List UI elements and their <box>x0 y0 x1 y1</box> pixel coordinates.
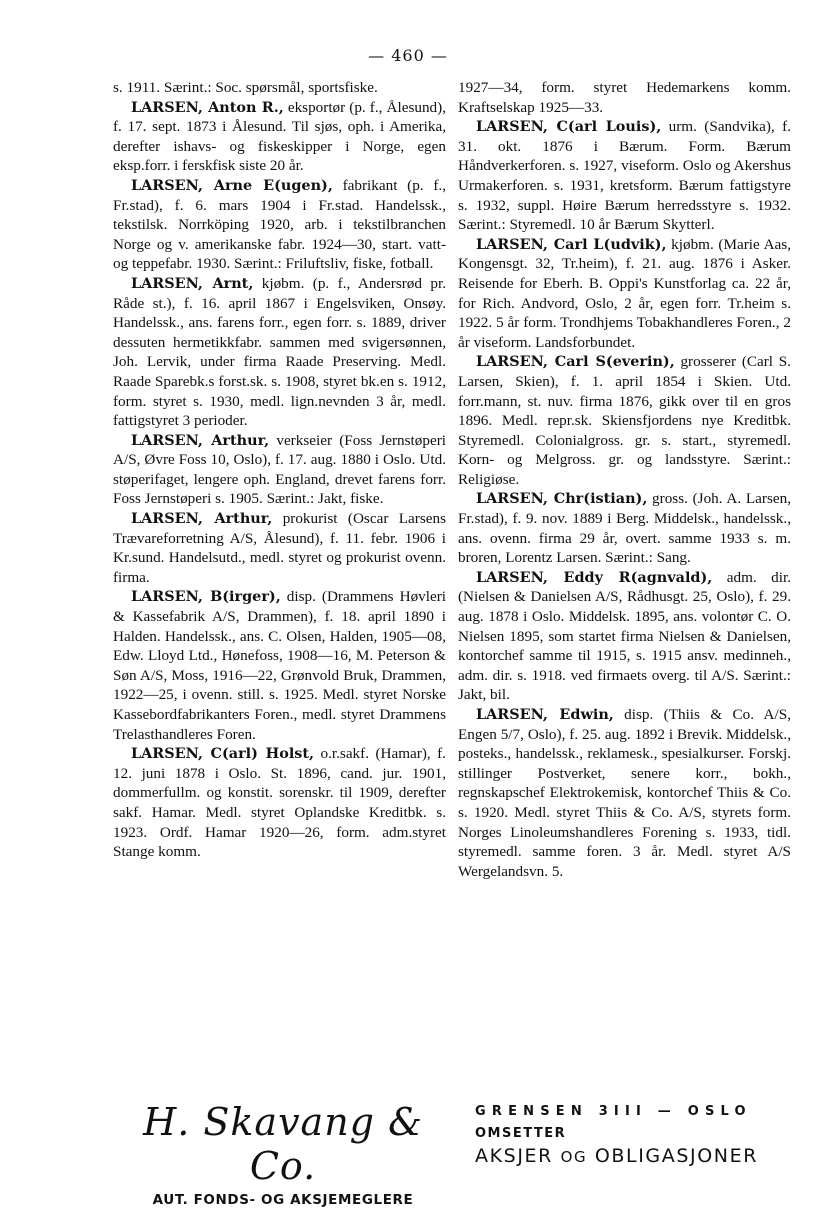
entry-name: LARSEN, Carl L(udvik), <box>476 235 667 253</box>
biography-entry <box>458 117 791 235</box>
entry-name: LARSEN, B(irger), <box>131 588 281 606</box>
entry-text: gross. (Joh. A. Larsen, Fr.stad), f. 9. nov. 1889 i Berg. Middelsk., handelssk., ans. ovenn. firma 29 år, overt. samme 1933 s. m. broren, Lorentz Larsen. Særint.: Sang. <box>458 490 792 567</box>
biography-entry <box>458 352 791 489</box>
ad-omsetter: OMSETTER <box>475 1126 567 1141</box>
biography-entry <box>113 274 446 431</box>
entry-text: s. 1911. Særint.: Soc. spørsmål, sportsfiske. <box>113 79 378 96</box>
entry-text: kjøbm. (Marie Aas, Kongensgt. 32, Tr.heim), f. 21. aug. 1876 i Asker. Reisende for Eberh. B. Oppi's Kunstforlag ca. 22 år, for Rich. Andvord, Oslo, 2 år, egen forr. Tr.heim s. 1922. 5 år form. Trondhjems Tobakhandleres Foren., 2 år viseform. Landsforbundet. <box>458 235 791 351</box>
left-column <box>113 78 446 881</box>
entry-text: grosserer (Carl S. Larsen, Skien), f. 1. april 1854 i Skien. Utd. forr.mann, st. nuv. firma 1876, gikk over til en gros 1896. Medl. repr.sk. Skiensfjordens nye Kreditbk. Styremedl. Colonialgross. gr. s. start., styremedl. Korn- og Melgross. gr. og landsstyre. Særint.: Religiøse. <box>458 353 791 488</box>
entry-text: kjøbm. (p. f., Andersrød pr. Råde st.), f. 16. april 1867 i Engelsviken, Onsøy. Handelssk., ans. farens forr., egen forr. s. 1889, driver dessuten hermetikkfabr. sammen med svigersønnen, Joh. Lervik, under firma Raade Preserving. Medl. Raade Sparebk.s forst.sk. s. 1908, styret bk.en s. 1912, form. styret s. 1930, medl. lign.nevnden 3 år, medl. fattigstyret 3 perioder. <box>113 274 446 430</box>
right-column <box>458 78 791 881</box>
biography-entry <box>113 176 446 274</box>
entry-text: verkseier (Foss Jernstøperi A/S, Øvre Foss 10, Oslo), f. 17. aug. 1880 i Oslo. Utd. støperifaget, lengere oph. England, drevet farens forr. Foss Jernstøperi s. 1905. Særint.: Jakt, fiske. <box>113 431 446 508</box>
advertisement-bar <box>113 1100 791 1208</box>
entry-continuation <box>113 78 446 98</box>
entry-text: o.r.sakf. (Hamar), f. 12. juni 1878 i Oslo. St. 1896, cand. jur. 1901, dommerfullm. og konstit. sorenskr. til 1909, derefter sakf. Hamar. Medl. styret Oplandske Kreditbk. s. 1923. Ordf. Hamar 1920—26, form. adm.styret Stange komm. <box>113 745 446 861</box>
biography-entry <box>113 509 446 587</box>
entry-text: fabrikant (p. f., Fr.stad), f. 6. mars 1904 i Fr.stad. Handelssk., tekstilsk. Norrköping 1920, arb. i tekstilbranchen Norge og v. amerikanske fabr. 1924—30, start. vatt- og teppefabr. 1930. Særint.: Friluftsliv, fiske, fotball. <box>113 176 446 273</box>
biography-entry <box>113 587 446 744</box>
ad-obligasjoner: OBLIGASJONER <box>587 1145 758 1167</box>
biography-entry <box>113 431 446 509</box>
biography-entry <box>458 705 791 881</box>
entry-text: 1927—34, form. styret Hedemarkens komm. Kraftselskap 1925—33. <box>458 79 791 116</box>
biography-entry <box>113 744 446 862</box>
text-columns <box>113 78 791 881</box>
entry-name: LARSEN, Edwin, <box>476 706 614 723</box>
entry-name: LARSEN, Carl S(everin), <box>476 353 675 371</box>
entry-name: LARSEN, C(arl Louis), <box>476 118 662 136</box>
entry-text: adm. dir. (Nielsen & Danielsen A/S, Rådhusgt. 25, Oslo), f. 29. aug. 1878 i Oslo. Middelsk. 1895, ans. volontør C. O. Nielsen 1895, som startet firma Nielsen & Danielsen, kontorchef samme til 1915, s. 1915 ansv. medinneh., adm. dir. s. 1918. ved firmaets overg. til A/S. Særint.: Jakt, bil. <box>458 568 791 704</box>
entry-text: urm. (Sandvika), f. 31. okt. 1876 i Bærum. Form. Bærum Håndverkerforen. s. 1927, viseform. Oslo og Akershus Urmakerforen. s. 1931, kretsform. Bærum fattigstyre s. 1932, suppl. Høire Bærum herredsstyre s. 1932. Særint.: Styremedl. 10 år Bærum Skytterl. <box>458 118 791 234</box>
skavang-subtitle: AUT. FONDS- OG AKSJEMEGLERE <box>152 1192 414 1208</box>
entry-name: LARSEN, Arthur, <box>131 431 270 449</box>
entry-name: LARSEN, Arthur, <box>131 510 273 528</box>
page-number: — 460 — <box>368 46 448 65</box>
ad-grensen <box>475 1104 795 1167</box>
biography-entry <box>458 489 791 567</box>
biography-entry <box>458 235 791 353</box>
entry-text: disp. (Thiis & Co. A/S, Engen 5/7, Oslo), f. 25. aug. 1892 i Brevik. Middelsk., posteks., handelssk., reklamesk., spesialkurser. Forskj. stillinger Postverket, senere korr., bokh., regnskapschef Elektrokemisk, kontorchef Thiis & Co. s. 1920. Medl. styret Thiis & Co. A/S, styrets form. Norges Linoleumshandleres Forening s. 1933, tidl. styremedl. samme foren. 3 år. Medl. styret A/S Wergelandsvn. 5. <box>458 706 791 880</box>
entry-name: LARSEN, C(arl) Holst, <box>131 745 315 763</box>
entry-name: LARSEN, Eddy R(agnvald), <box>476 568 713 586</box>
ad-aksjer-obligasjoner <box>475 1145 795 1167</box>
ad-aksjer: AKSJER <box>475 1145 561 1167</box>
ad-og: OG <box>560 1148 588 1166</box>
entry-name: LARSEN, Anton R., <box>131 98 284 116</box>
biography-entry <box>113 98 446 176</box>
biography-entry <box>458 568 791 705</box>
entry-text: eksportør (p. f., Ålesund), f. 17. sept. 1873 i Ålesund. Til sjøs, oph. i Amerika, derefter ishavs- og fiskeskipper i Norge, egen eksp.forr. i ferskfisk siste 20 år. <box>113 98 446 175</box>
entry-text: prokurist (Oscar Larsens Trævareforretning A/S, Ålesund), f. 11. febr. 1906 i Kr.sund. Handelsutd., medl. styret og prokurist ovenn. firma. <box>113 510 446 586</box>
ad-address: GRENSEN 3III — OSLO <box>475 1104 752 1119</box>
entry-text: disp. (Drammens Høvleri & Kassefabrik A/S, Drammen), f. 18. april 1890 i Halden. Handelssk., ans. C. Olsen, Halden, 1905—08, Edw. Lloyd Ltd., Hønefoss, 1908—16, M. Peterson & Søn A/S, Moss, 1916—22, Grønvold Bruk, Drammen, 1922—25, i ovenn. still. s. 1925. Medl. styret Norske Kassebordfabrikanters Foren., medl. styret Drammens Trelasthandleres Foren. <box>113 588 447 743</box>
entry-name: LARSEN, Arne E(ugen), <box>131 176 333 194</box>
entry-name: LARSEN, Chr(istian), <box>476 490 648 508</box>
skavang-logo: H. Skavang & Co. <box>143 1100 423 1188</box>
entry-continuation <box>458 78 791 117</box>
entry-name: LARSEN, Arnt, <box>131 274 254 292</box>
ad-skavang <box>113 1100 453 1208</box>
